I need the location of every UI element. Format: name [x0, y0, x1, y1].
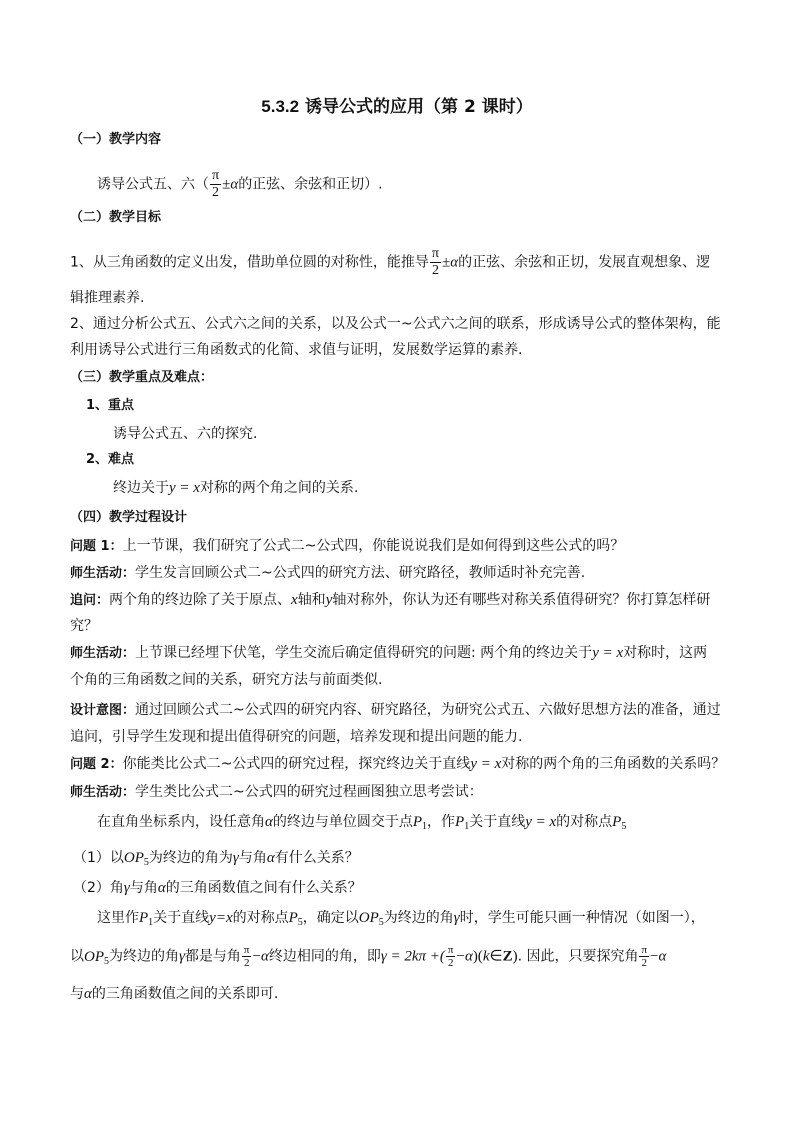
difficulty-text	[113, 478, 358, 498]
section-heading-process: （四）教学过程设计	[70, 510, 188, 525]
fraction-pi-over-2	[242, 944, 252, 969]
fraction-pi-over-2	[210, 168, 221, 201]
point-p5	[289, 910, 303, 926]
text-span: 的正弦、余弦和正切，发展直观想象、逻	[458, 254, 711, 271]
numerator: π	[641, 944, 648, 956]
text-span: 终边相同的角，即	[268, 948, 381, 965]
subscript: 5	[297, 917, 303, 928]
goal-2-line1: 2、通过分析公式五、公式六之间的关系，以及公式一~公式六之间的联系，形成诱导公式的整体架构，能	[70, 316, 721, 332]
minus-sign: −	[456, 948, 465, 965]
fraction-pi-over-2	[446, 944, 456, 969]
denominator: 2	[242, 956, 252, 969]
text-span: . 因此，只要探究角	[517, 948, 639, 965]
point-p5	[612, 814, 626, 830]
alpha-symbol: α	[450, 254, 459, 271]
equation: y = x	[525, 814, 557, 830]
equation: y=x	[209, 910, 233, 926]
text-span: 对称的两个角的三角函数的关系吗？	[501, 756, 726, 772]
numerator: π	[447, 944, 454, 956]
follow-up-question	[70, 590, 710, 611]
text-span: （2）角	[73, 880, 124, 896]
subscript: 1	[422, 821, 428, 832]
equation: y = x	[470, 756, 502, 772]
gamma-symbol: γ	[453, 910, 460, 926]
segment-op5	[84, 949, 109, 965]
inquiry-2	[73, 878, 362, 898]
alpha-symbol: α	[464, 948, 473, 965]
subscript: 1	[148, 917, 154, 928]
explanation-line3	[70, 984, 278, 1004]
text-span: 有什么关系？	[274, 850, 359, 866]
denominator: 2	[639, 956, 649, 969]
denominator: 2	[210, 184, 221, 201]
alpha-symbol: α	[230, 176, 239, 193]
text-span: 上节课已经埋下伏笔，学生交流后确定值得研究的问题: 两个角的终边关于	[135, 645, 593, 661]
segment-letters: OP	[358, 910, 379, 926]
segment-op5	[359, 910, 384, 926]
text-span: 上一节课，我们研究了公式二~公式四，你能说说我们是如何得到这些公式的吗？	[122, 538, 625, 554]
text-span: 的三角函数值之间有什么关系？	[165, 880, 362, 896]
goal-2-line2: 利用诱导公式进行三角函数式的化简、求值与证明，发展数学运算的素养.	[70, 342, 523, 358]
label: 师生活动：	[70, 785, 136, 800]
text-span: 为终边的角	[383, 910, 454, 926]
numerator: π	[243, 944, 250, 956]
equation: y = x	[169, 480, 200, 496]
text-span: 关于直线	[469, 814, 526, 830]
minus-sign: −	[650, 948, 659, 965]
point-p1	[455, 814, 469, 830]
point-letter: P	[455, 814, 465, 830]
element-of: ∈	[489, 948, 503, 965]
equation: y = x	[592, 645, 624, 661]
gamma-symbol: γ	[232, 850, 239, 866]
explanation-line2	[70, 944, 666, 972]
text-span: 轴和	[297, 592, 326, 608]
label: 问题 1：	[70, 539, 123, 554]
section-heading-keypoints: （三）教学重点及难点：	[70, 370, 214, 385]
lesson-number: 5.3.2	[261, 97, 300, 116]
label: 设计意图：	[70, 703, 136, 718]
text-span: 以	[70, 948, 84, 965]
subscript: 5	[378, 917, 384, 928]
content-text	[97, 168, 383, 201]
segment-letters: OP	[84, 948, 104, 965]
difficulty-label: 2、难点	[86, 452, 135, 467]
var-x: x	[291, 592, 298, 608]
text-span: ，作	[427, 814, 456, 830]
text-span: 的正弦、余弦和正切）.	[238, 176, 383, 193]
inquiry-1	[73, 848, 359, 873]
text-span: ，确定以	[302, 910, 359, 926]
design-intent-continued: 追问，引导学生发现和提出值得研究的问题，培养发现和提出问题的能力.	[70, 729, 523, 745]
activity-2-continued: 个角的三角函数之间的关系，研究方法与前面类似.	[70, 672, 383, 688]
segment-letters: OP	[123, 850, 144, 866]
design-intent	[70, 700, 721, 721]
var-k: k	[482, 948, 490, 965]
text-span: 这里作	[97, 910, 139, 926]
paren: )	[512, 948, 518, 965]
subscript: 5	[104, 955, 109, 967]
denominator: 2	[446, 956, 456, 969]
label: 师生活动：	[70, 566, 136, 581]
question-2	[70, 754, 725, 775]
section-heading-goals: （二）教学目标	[70, 210, 162, 225]
text-span: 关于直线	[153, 910, 210, 926]
numerator: π	[212, 168, 220, 183]
plus-minus: ±	[222, 176, 231, 193]
alpha-symbol: α	[658, 948, 667, 965]
text-span: 为终边的角	[109, 948, 179, 965]
fraction-pi-over-2	[639, 944, 649, 969]
text-span: （1）以	[73, 850, 124, 866]
point-letter: P	[412, 814, 423, 830]
goal-1	[70, 246, 710, 279]
label: 问题 2：	[70, 757, 123, 772]
text-span: 学生类比公式二~公式四的研究过程画图独立思考尝试：	[135, 784, 483, 800]
subscript: 5	[143, 857, 149, 868]
denominator: 2	[430, 262, 441, 279]
activity-2	[70, 643, 707, 664]
alpha-symbol: α	[260, 948, 269, 965]
point-p1	[139, 910, 153, 926]
text-span: 都是与角	[184, 948, 241, 965]
point-p1	[413, 814, 427, 830]
subscript: 5	[621, 821, 627, 832]
text-span: 与角	[238, 850, 267, 866]
text-span: 你能类比公式二~公式四的研究过程，探究终边关于直线	[122, 756, 471, 772]
text-span: 通过回顾公式二~公式四的研究内容、研究路径，为研究公式五、六做好思想方法的准备，通过	[135, 702, 721, 718]
question-1	[70, 536, 624, 557]
follow-up-continued: 究？	[70, 618, 98, 634]
activity-3	[70, 782, 483, 803]
paragraph-setup	[97, 812, 626, 837]
integers-symbol: Z	[502, 948, 513, 965]
keypoint-text: 诱导公式五、六的探究.	[113, 426, 258, 442]
goal-1-continued: 辑推理素养.	[70, 290, 145, 306]
text-span: 的对称点	[556, 814, 613, 830]
text-span: 的终边与单位圆交于点	[272, 814, 413, 830]
text-span: 轴对称外，你认为还有哪些对称关系值得研究？你打算怎样研	[332, 592, 711, 608]
equation: γ = 2kπ +(	[380, 948, 445, 965]
segment-op5	[124, 850, 149, 866]
text-span: 的三角函数值之间的关系即可.	[91, 986, 279, 1002]
paren: )(	[472, 948, 483, 965]
text-span: 1、从三角函数的定义出发，借助单位圆的对称性，能推导	[70, 254, 429, 271]
gamma-symbol: γ	[123, 880, 130, 896]
fraction-pi-over-2	[430, 246, 441, 279]
point-letter: P	[612, 814, 622, 830]
alpha-symbol: α	[157, 880, 166, 896]
section-heading-content: （一）教学内容	[70, 132, 162, 147]
text-span: 在直角坐标系内，设任意角	[97, 814, 265, 830]
alpha-symbol: α	[266, 850, 275, 866]
keypoint-label: 1、重点	[86, 398, 135, 413]
text-span: 对称的两个角之间的关系.	[199, 480, 359, 496]
text-span: 诱导公式五、六（	[97, 176, 209, 193]
text-span: 对称时，这两	[623, 645, 708, 661]
text-span: 终边关于	[113, 480, 169, 496]
point-letter: P	[288, 910, 298, 926]
text-span: 与角	[129, 880, 158, 896]
activity-1	[70, 563, 585, 584]
plus-minus: ±	[441, 254, 451, 271]
point-letter: P	[139, 910, 149, 926]
var-y: y	[325, 592, 333, 608]
minus-sign: −	[252, 948, 261, 965]
label: 师生活动：	[70, 646, 136, 661]
text-span: 为终边的角为	[148, 850, 233, 866]
text-span: 时，学生可能只画一种情况（如图一），	[459, 910, 705, 926]
gamma-symbol: γ	[179, 948, 185, 965]
numerator: π	[431, 246, 439, 261]
subscript: 1	[464, 821, 470, 832]
text-span: 学生发言回顾公式二~公式四的研究方法、研究路径，教师适时补充完善.	[135, 565, 586, 581]
text-span: 两个角的终边除了关于原点、	[109, 592, 292, 608]
page-title	[0, 96, 794, 118]
alpha-symbol: α	[265, 814, 273, 830]
explanation-line1	[97, 908, 705, 933]
alpha-symbol: α	[84, 986, 92, 1002]
text-span: 与	[70, 986, 84, 1002]
lesson-title: 诱导公式的应用（第 2 课时）	[305, 97, 533, 117]
label: 追问：	[70, 593, 110, 608]
text-span: 的对称点	[232, 910, 289, 926]
